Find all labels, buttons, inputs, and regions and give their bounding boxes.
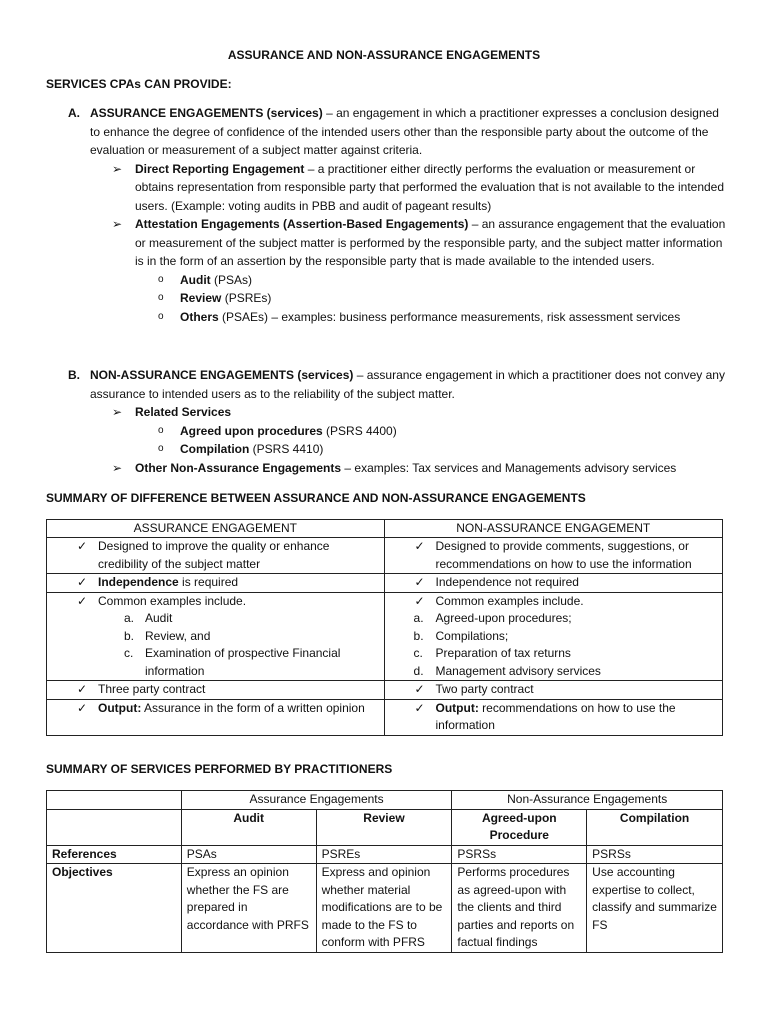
list-letter: a.: [413, 611, 424, 625]
table-cell: [384, 681, 722, 700]
list-text: Examination of prospective Financial information: [145, 646, 341, 678]
check-icon: ✓: [414, 575, 425, 589]
services-heading: SERVICES CPAs CAN PROVIDE:: [46, 77, 232, 91]
list-item: [98, 610, 382, 628]
table-row: [47, 592, 723, 681]
item-term: Other Non-Assurance Engagements: [135, 460, 342, 475]
table-cell: Express and opinion whether material modifications are to be made to the FS to conform with PFRS: [316, 864, 452, 953]
assurance-group-header: Assurance Engagements: [181, 791, 452, 810]
list-item: [413, 663, 720, 681]
direct-reporting-item: [90, 160, 726, 216]
check-icon: ✓: [77, 700, 88, 715]
table-row: [47, 791, 723, 810]
cell-text: Three party contract: [98, 682, 206, 696]
summary-difference-heading: SUMMARY OF DIFFERENCE BETWEEN ASSURANCE AND NON-ASSURANCE ENGAGEMENTS: [46, 491, 586, 505]
item-text: – examples: Tax services and Managements advisory services: [341, 460, 677, 475]
col-header-assurance: ASSURANCE ENGAGEMENT: [47, 520, 385, 538]
col-header-agreed: Agreed-upon Procedure: [452, 809, 587, 845]
list-item: [413, 628, 720, 646]
check-icon: ✓: [77, 593, 88, 608]
table-cell: [47, 809, 182, 845]
circle-bullet-icon: o: [158, 310, 164, 322]
check-icon: ✓: [414, 539, 425, 553]
related-services-item: [90, 403, 726, 422]
table-cell: [384, 592, 722, 681]
subitem-text: (PSAEs) – examples: business performance measurements, risk assessment services: [218, 309, 681, 324]
cell-bold-text: Independence: [98, 575, 179, 589]
table-cell: PSREs: [316, 845, 452, 864]
subitem-term: Audit: [180, 272, 211, 287]
check-icon: ✓: [77, 539, 88, 553]
table-cell: [47, 791, 182, 810]
subitem-text: (PSRS 4400): [322, 423, 397, 438]
non-assurance-group-header: Non-Assurance Engagements: [452, 791, 723, 810]
related-services-label: Related Services: [135, 405, 232, 419]
table-cell: PSRSs: [587, 845, 723, 864]
table-cell: [384, 574, 722, 593]
cell-text: Common examples include.: [98, 593, 247, 608]
section-a: [68, 104, 726, 326]
col-header-compilation: Compilation: [587, 809, 723, 845]
difference-table: [46, 519, 723, 736]
subitem-text: (PSREs): [221, 291, 272, 305]
section-a-term: ASSURANCE ENGAGEMENTS (services): [90, 106, 323, 120]
list-item: [98, 628, 382, 646]
subitem-term: Compilation: [180, 442, 250, 456]
cell-text: Assurance in the form of a written opinion: [141, 700, 365, 715]
section-b: [68, 366, 726, 477]
subitem-text: (PSRS 4410): [249, 442, 324, 456]
table-cell: [47, 699, 385, 735]
section-a-letter: A.: [68, 106, 80, 120]
table-cell: [47, 681, 385, 700]
arrow-bullet-icon: ➢: [112, 161, 123, 176]
table-cell: [384, 538, 722, 574]
row-label-objectives: Objectives: [47, 864, 182, 953]
table-cell: PSAs: [181, 845, 316, 864]
item-term: Direct Reporting Engagement: [135, 161, 305, 176]
list-text: Preparation of tax returns: [435, 646, 571, 660]
table-cell: Performs procedures as agreed-upon with the clients and third parties and reports on factual findings: [452, 864, 587, 953]
table-row: [47, 864, 723, 953]
summary-services-heading: SUMMARY OF SERVICES PERFORMED BY PRACTITIONERS: [46, 762, 393, 776]
cell-bold-text: Output:: [435, 700, 479, 715]
other-non-assurance-item: [90, 459, 726, 478]
col-header-review: Review: [316, 809, 452, 845]
col-header-audit: Audit: [181, 809, 316, 845]
table-cell: Express an opinion whether the FS are prepared in accordance with PRFS: [181, 864, 316, 953]
compilation-subitem: [90, 440, 726, 459]
section-b-paragraph: [90, 366, 726, 403]
table-row: [47, 574, 723, 593]
list-letter: b.: [124, 628, 135, 643]
table-cell: [47, 592, 385, 681]
list-item: [413, 645, 720, 663]
list-text: Management advisory services: [435, 663, 601, 678]
subitem-term: Agreed upon procedures: [180, 423, 323, 438]
check-icon: ✓: [77, 575, 88, 589]
arrow-bullet-icon: ➢: [112, 217, 123, 231]
cell-bold-text: Output:: [98, 700, 142, 715]
cell-text: Designed to improve the quality or enhance credibility of the subject matter: [98, 539, 330, 571]
table-row: [47, 538, 723, 574]
list-letter: b.: [413, 628, 424, 643]
document-title: ASSURANCE AND NON-ASSURANCE ENGAGEMENTS: [227, 48, 541, 62]
subitem-text: (PSAs): [210, 272, 252, 287]
table-cell: [47, 574, 385, 593]
subitem-term: Others: [180, 309, 219, 324]
section-b-term: NON-ASSURANCE ENGAGEMENTS (services): [90, 368, 354, 382]
list-text: Agreed-upon procedures;: [435, 611, 572, 625]
list-letter: d.: [413, 663, 424, 678]
list-text: Audit: [145, 611, 173, 625]
check-icon: ✓: [77, 682, 88, 696]
circle-bullet-icon: o: [158, 273, 164, 285]
cell-text: Common examples include.: [435, 593, 584, 608]
list-letter: c.: [413, 646, 423, 660]
check-icon: ✓: [414, 682, 425, 696]
table-cell: [47, 538, 385, 574]
agreed-upon-subitem: [90, 422, 726, 441]
col-header-non-assurance: NON-ASSURANCE ENGAGEMENT: [384, 520, 722, 538]
check-icon: ✓: [414, 700, 425, 715]
list-letter: c.: [124, 646, 134, 660]
list-item: [413, 610, 720, 628]
audit-subitem: [90, 271, 726, 290]
attestation-item: [90, 215, 726, 271]
section-b-definition: – assurance engagement in which a practitioner does not convey any assurance to intended users as to the reliability of the subject matter.: [90, 368, 725, 401]
cell-text: Independence not required: [435, 575, 579, 589]
circle-bullet-icon: o: [158, 443, 164, 454]
circle-bullet-icon: o: [158, 292, 164, 303]
list-letter: a.: [124, 611, 135, 625]
item-term: Attestation Engagements (Assertion-Based Engagements): [135, 217, 469, 231]
item-text: – a practitioner either directly performs the evaluation or measurement or obtains representation from responsible party that performed the evaluation that is not available to the intended users. (Example: voting audits in PBB and audit of pageant results): [135, 161, 725, 213]
list-text: Compilations;: [435, 628, 509, 643]
services-table: [46, 790, 723, 953]
section-b-letter: B.: [68, 368, 80, 382]
list-text: Review, and: [145, 628, 211, 643]
arrow-bullet-icon: ➢: [112, 460, 123, 475]
cell-text: Two party contract: [435, 682, 534, 696]
check-icon: ✓: [414, 593, 425, 608]
cell-text: Designed to provide comments, suggestions, or recommendations on how to use the information: [435, 539, 692, 571]
table-cell: Use accounting expertise to collect, classify and summarize FS: [587, 864, 723, 953]
table-row: [47, 681, 723, 700]
circle-bullet-icon: o: [158, 424, 164, 436]
review-subitem: [90, 289, 726, 308]
list-item: [98, 645, 382, 680]
table-row: [47, 845, 723, 864]
arrow-bullet-icon: ➢: [112, 405, 123, 419]
cell-text: is required: [178, 575, 239, 589]
table-cell: PSRSs: [452, 845, 587, 864]
table-row: [47, 809, 723, 845]
table-cell: [384, 699, 722, 735]
subitem-term: Review: [180, 291, 222, 305]
section-a-definition: – an engagement in which a practitioner expresses a conclusion designed to enhance the degree of confidence of the intended users other than the responsible party about the outcome of the evaluation or measurement of a subject matter against criteria.: [90, 106, 719, 157]
section-a-paragraph: [90, 104, 726, 160]
others-subitem: [90, 308, 726, 327]
table-row: [47, 699, 723, 735]
table-header-row: [47, 520, 723, 538]
item-text: – an assurance engagement that the evaluation or measurement of the subject matter is performed by the responsible party, and the subject matter information is in the form of an assertion by the responsible party that is made available to the intended users.: [135, 217, 726, 268]
row-label-references: References: [47, 845, 182, 864]
cell-text: recommendations on how to use the information: [435, 700, 676, 732]
